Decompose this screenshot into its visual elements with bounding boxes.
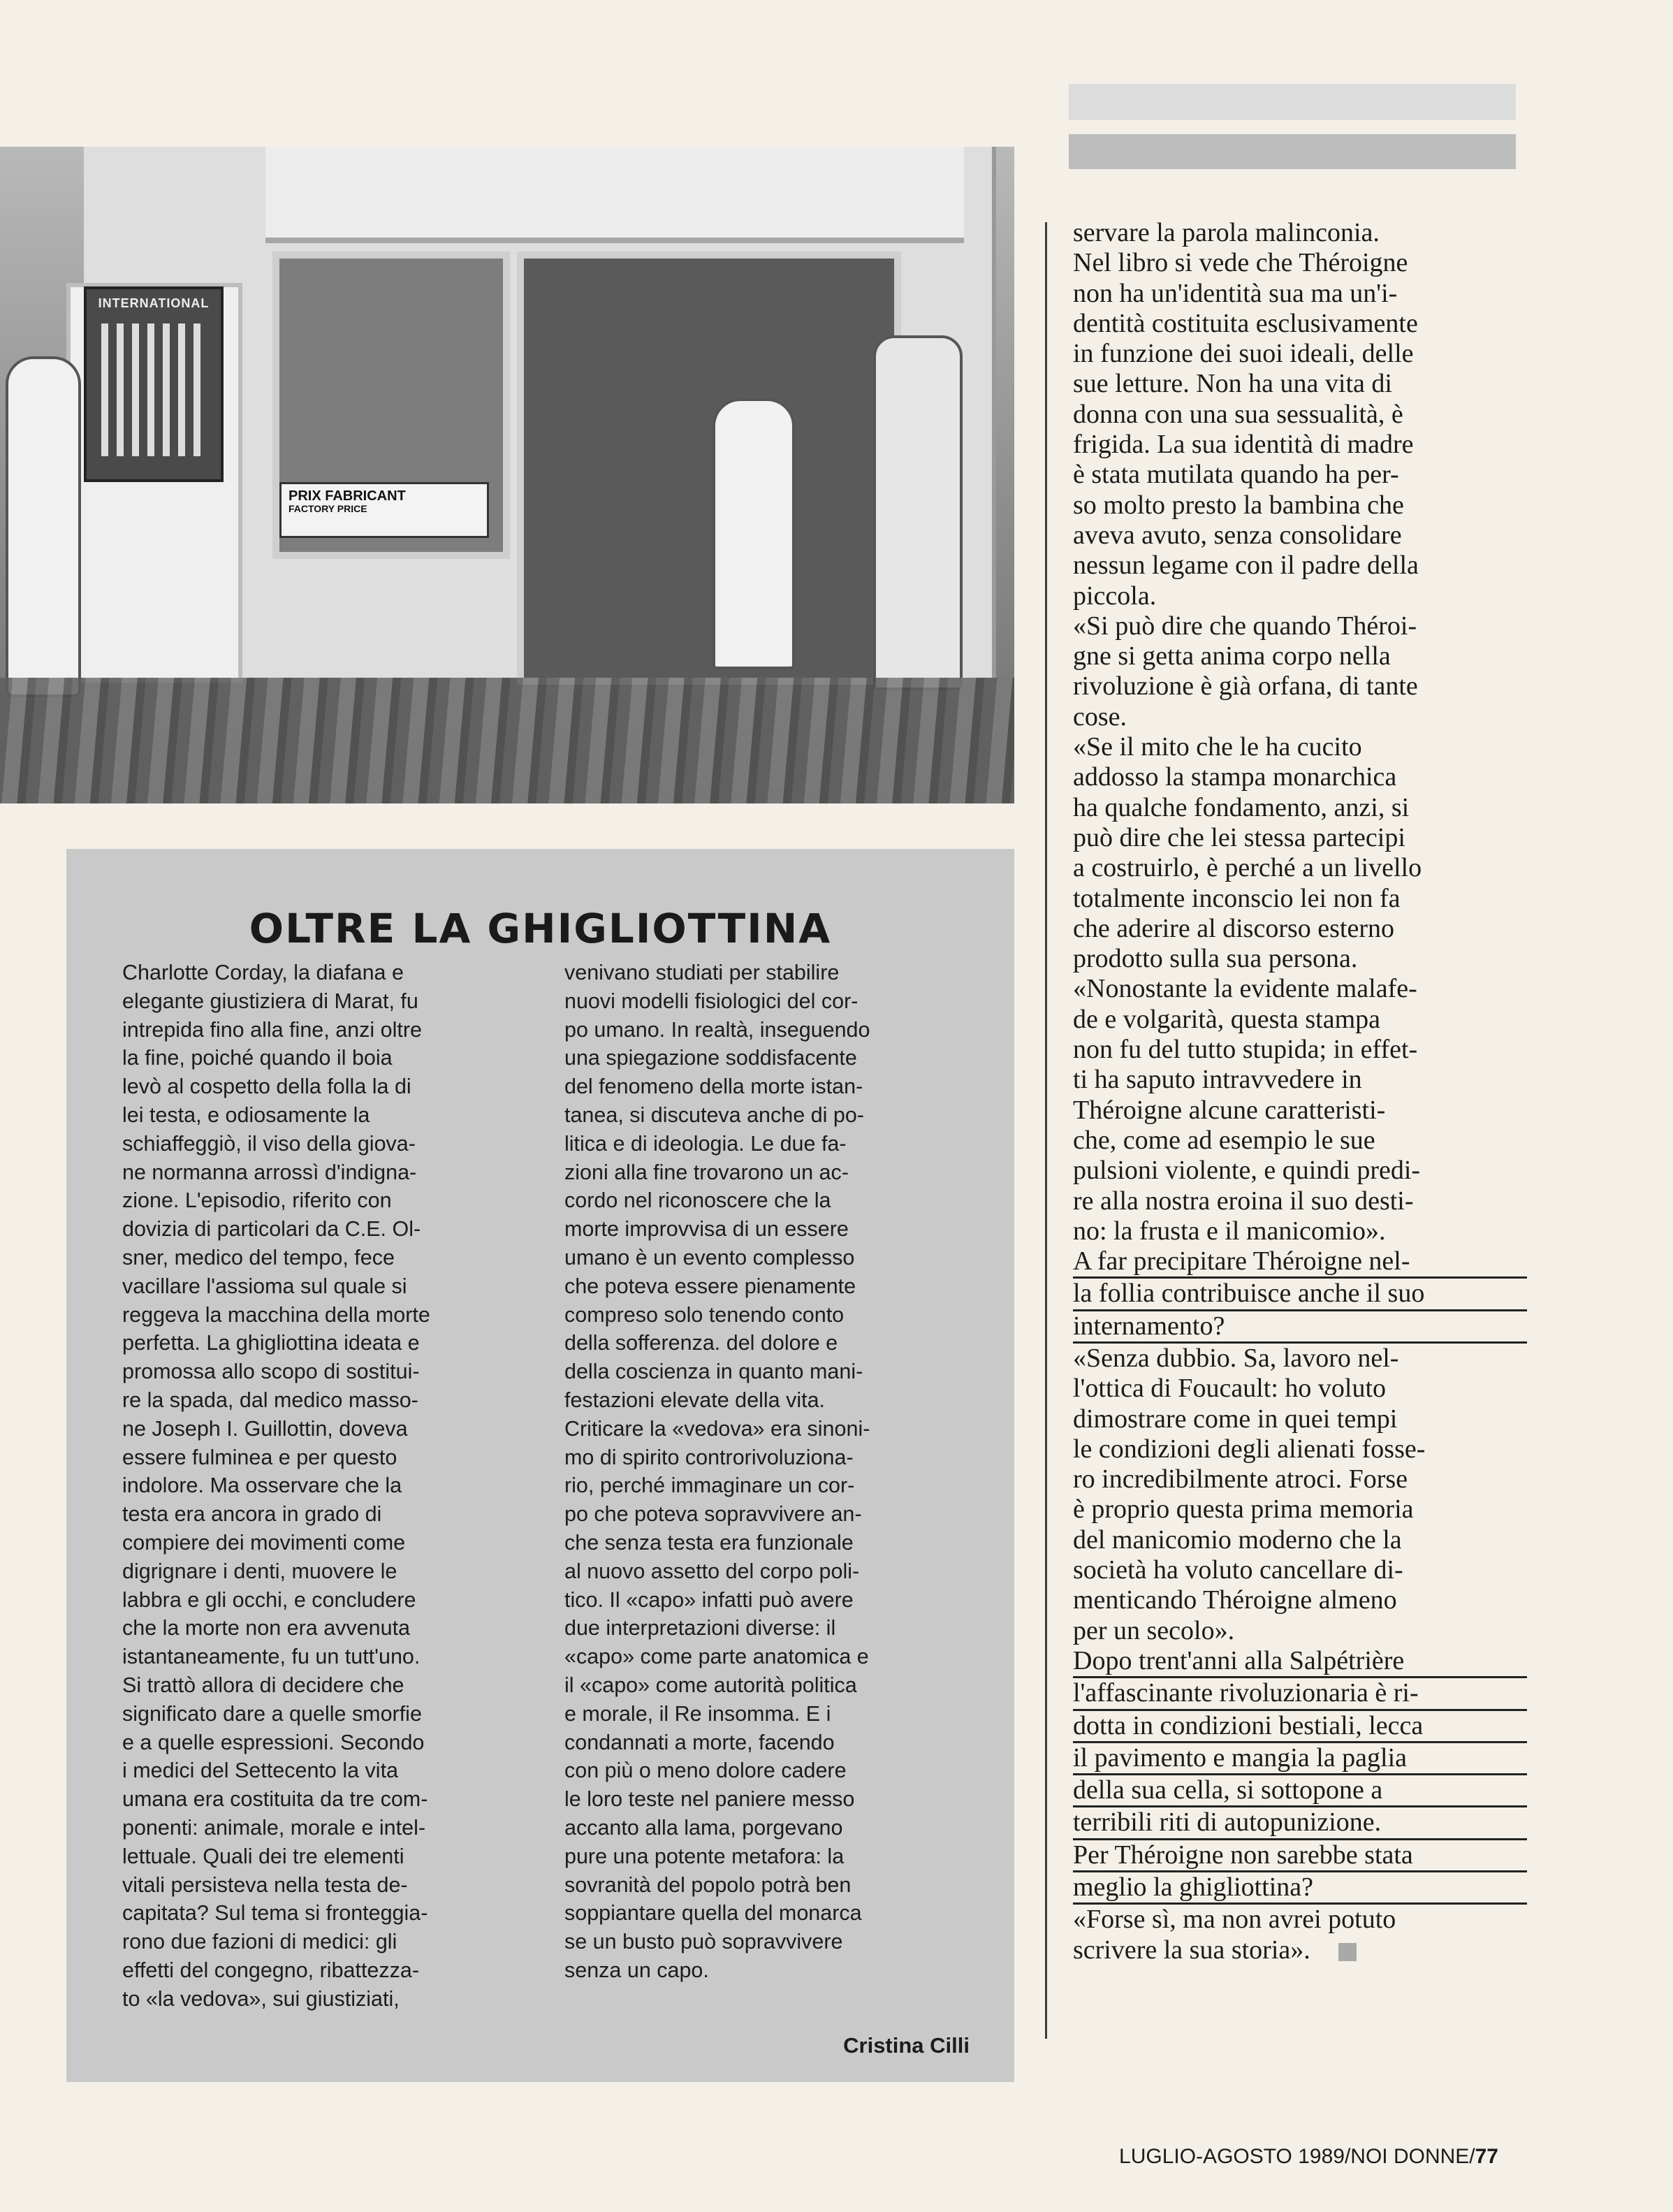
soldier-mannequin (873, 335, 963, 690)
article-line: digrignare i denti, muovere le (122, 1559, 397, 1583)
article-line: tanea, si discuteva anche di po- (564, 1103, 864, 1127)
article-line: e a quelle espressioni. Secondo (122, 1730, 425, 1754)
article-line: la fine, poiché quando il boia (122, 1046, 393, 1070)
question-line: terribili riti di autopunizione. (1073, 1807, 1527, 1840)
article-line: testa era ancora in grado di (122, 1502, 382, 1527)
question-line: l'affascinante rivoluzionaria è ri- (1073, 1678, 1527, 1710)
article-line: indolore. Ma osservare che la (122, 1474, 402, 1498)
article-line: accanto alla lama, porgevano (564, 1815, 843, 1840)
article-line: elegante giustiziera di Marat, fu (122, 989, 418, 1013)
article-line: dovizia di particolari da C.E. Ol- (122, 1217, 421, 1242)
wet-pavement (0, 678, 1014, 803)
article-line: festazioni elevate della vita. (564, 1388, 825, 1412)
article-line: effetti del congegno, ribattezza- (122, 1958, 420, 1982)
article-line: levò al cospetto della folla la di (122, 1075, 411, 1099)
article-line: po umano. In realtà, inseguendo (564, 1017, 870, 1042)
article-line: soppiantare quella del monarca (564, 1901, 862, 1926)
article-line: lettuale. Quali dei tre elementi (122, 1844, 404, 1868)
article-line: rono due fazioni di medici: gli (122, 1930, 397, 1954)
byline: Cristina Cilli (843, 2033, 970, 2058)
article-line: reggeva la macchina della morte (122, 1302, 430, 1327)
article-line: venivano studiati per stabilire (564, 961, 840, 984)
article-line: rio, perché immaginare un cor- (564, 1474, 855, 1498)
answer-paragraph: «Senza dubbio. Sa, lavoro nel- l'ottica di Foucault: ho voluto dimostrare come in quei tempi le condizioni degli alienati fosse- ro incredibilmente atroci. Forse è proprio questa prima memoria del manicomio moderno che la società ha voluto cancellare di- menticando Théroigne almeno per un secolo». (1073, 1343, 1426, 1645)
article-line: al nuovo assetto del corpo poli- (564, 1559, 860, 1583)
article-line: pure una potente metafora: la (564, 1844, 845, 1868)
international-sign (84, 286, 224, 482)
article-line: cordo nel riconoscere che la (564, 1188, 831, 1213)
article-line: re la spada, dal medico masso- (122, 1388, 418, 1412)
article-line: zioni alla fine trovarono un ac- (564, 1160, 849, 1184)
article-line: umana era costituita da tre com- (122, 1787, 428, 1812)
article-line: morte improvvisa di un essere (564, 1217, 849, 1242)
final-answer: «Forse sì, ma non avrei potuto scrivere la sua storia». (1073, 1905, 1396, 1965)
article-line: Criticare la «vedova» era sinoni- (564, 1416, 870, 1441)
issue-label: LUGLIO-AGOSTO 1989/NOI DONNE/ (1119, 2145, 1475, 2168)
article-line: «capo» come parte anatomica e (564, 1645, 869, 1669)
question-line: Per Théroigne non sarebbe stata (1073, 1840, 1527, 1872)
article-line: e morale, il Re insomma. E i (564, 1701, 831, 1726)
article-line: due interpretazioni diverse: il (564, 1616, 836, 1640)
sidebar-article-column-left (122, 959, 548, 2013)
article-line: ponenti: animale, morale e intel- (122, 1815, 426, 1840)
article-line: essere fulminea e per questo (122, 1445, 397, 1469)
answer-paragraph: «Se il mito che le ha cucito addosso la stampa monarchica ha qualche fondamento, anzi, si può dire che lei stessa partecipi a costruirlo, è perché a un livello totalmente inconscio lei non fa che aderire al discorso esterno prodotto sulla sua persona. (1073, 732, 1422, 974)
article-line: mo di spirito controrivoluziona- (564, 1445, 854, 1469)
question-line: la follia contribuisce anche il suo (1073, 1279, 1527, 1311)
article-line: Si trattò allora di decidere che (122, 1673, 404, 1697)
question-line: dotta in condizioni bestiali, lecca (1073, 1711, 1527, 1743)
article-line: vitali persisteva nella testa de- (122, 1872, 408, 1897)
article-line: tico. Il «capo» infatti può avere (564, 1587, 854, 1612)
article-line: ne normanna arrossì d'indigna- (122, 1160, 417, 1184)
international-sign-text: INTERNATIONAL (98, 296, 210, 310)
article-line: sner, medico del tempo, fece (122, 1245, 395, 1269)
article-line: i medici del Settecento la vita (122, 1759, 399, 1783)
prix-sign-title: PRIX FABRICANT (288, 488, 406, 504)
sidebar-article-column-right (564, 959, 970, 1985)
article-line: compiere dei movimenti come (122, 1530, 406, 1555)
article-line: che poteva essere pienamente (564, 1274, 856, 1298)
article-line: che senza testa era funzionale (564, 1530, 854, 1555)
article-line: della coscienza in quanto mani- (564, 1360, 863, 1384)
interview-question (1073, 1246, 1527, 1344)
page-footer (1119, 2145, 1498, 2169)
shopper-figure (713, 398, 795, 669)
article-line: intrepida fino alla fine, anzi oltre (122, 1017, 422, 1042)
question-line: il pavimento e mangia la paglia (1073, 1743, 1527, 1775)
article-line: schiaffeggiò, il viso della giova- (122, 1131, 416, 1156)
shop-awning (265, 147, 964, 243)
question-line: meglio la ghigliottina? (1073, 1872, 1527, 1905)
article-line: senza un capo. (564, 1958, 709, 1982)
shop-doorway (517, 252, 901, 685)
article-line: della sofferenza. del dolore e (564, 1331, 838, 1355)
end-of-article-square (1338, 1943, 1357, 1961)
article-line: se un busto può sopravvivere (564, 1930, 843, 1954)
prix-fabricant-sign (279, 482, 489, 538)
article-line: capitata? Sul tema si fronteggia- (122, 1901, 428, 1926)
article-line: significato dare a quelle smorfie (122, 1701, 422, 1726)
answer-paragraph: servare la parola malinconia. Nel libro si vede che Théroigne non ha un'identità sua ma un'i- dentità costituita esclusivamente in funzione dei suoi ideali, delle sue letture. Non ha una vita di donna con una sua sessualità, è frigida. La sua identità di madre è stata mutilata quando ha per- so molto presto la bambina che aveva avuto, senza consolidare nessun legame con il padre della piccola. (1073, 218, 1419, 611)
article-line: le loro teste nel paniere messo (564, 1787, 855, 1812)
article-line: promossa allo scopo di sostitui- (122, 1360, 420, 1384)
article-line: del fenomeno della morte istan- (564, 1075, 863, 1099)
article-line: condannati a morte, facendo (564, 1730, 835, 1754)
article-line: labbra e gli occhi, e concludere (122, 1587, 416, 1612)
article-line: lei testa, e odiosamente la (122, 1103, 370, 1127)
sign-grid (101, 323, 206, 456)
article-line: istantaneamente, fu un tutt'uno. (122, 1645, 421, 1669)
article-line: Charlotte Corday, la diafana e (122, 961, 404, 984)
article-line: to «la vedova», sui giustiziati, (122, 1986, 400, 2011)
question-line: A far precipitare Théroigne nel- (1073, 1246, 1527, 1279)
question-line: internamento? (1073, 1311, 1527, 1344)
factory-price-text: FACTORY PRICE (288, 503, 367, 514)
article-line: il «capo» come autorità politica (564, 1673, 857, 1697)
page-number: 77 (1475, 2145, 1498, 2168)
article-line: po che poteva sopravvivere an- (564, 1502, 862, 1527)
answer-paragraph: «Nonostante la evidente malafe- de e volgarità, questa stampa non fu del tutto stupida; in effet- ti ha saputo intravvedere in Théroigne alcune caratteristi- che, come ad esempio le sue pulsioni violente, e quindi predi- re alla nostra eroina il suo desti- no: la frusta e il manicomio». (1073, 974, 1421, 1246)
question-line: della sua cella, si sottopone a (1073, 1775, 1527, 1807)
question-line: Dopo trent'anni alla Salpétrière (1073, 1646, 1527, 1678)
article-line: che la morte non era avvenuta (122, 1616, 411, 1640)
gray-header-bar (1069, 134, 1516, 169)
sidebar-article-box (66, 849, 1014, 2082)
interview-column (1073, 218, 1527, 1965)
article-line: con più o meno dolore cadere (564, 1759, 847, 1783)
storefront-photo (0, 147, 1014, 803)
mannequin-left (6, 356, 81, 697)
article-line: litica e di ideologia. Le due fa- (564, 1131, 847, 1156)
column-rule (1045, 222, 1047, 2039)
article-line: umano è un evento complesso (564, 1245, 855, 1269)
article-line: vacillare l'assioma sul quale si (122, 1274, 407, 1298)
article-line: nuovi modelli fisiologici del cor- (564, 989, 859, 1013)
answer-paragraph (1073, 1905, 1527, 1965)
article-line: ne Joseph I. Guillottin, doveva (122, 1416, 408, 1441)
section-header-ghost (1069, 84, 1516, 120)
interview-question (1073, 1646, 1527, 1905)
article-line: zione. L'episodio, riferito con (122, 1188, 392, 1213)
sidebar-article-title: OLTRE LA GHIGLIOTTINA (249, 905, 832, 952)
article-line: una spiegazione soddisfacente (564, 1046, 857, 1070)
article-line: sovranità del popolo potrà ben (564, 1872, 852, 1897)
answer-paragraph: «Si può dire che quando Théroi- gne si getta anima corpo nella rivoluzione è già orfana, di tante cose. (1073, 611, 1418, 732)
article-line: perfetta. La ghigliottina ideata e (122, 1331, 420, 1355)
article-line: compreso solo tenendo conto (564, 1302, 845, 1327)
